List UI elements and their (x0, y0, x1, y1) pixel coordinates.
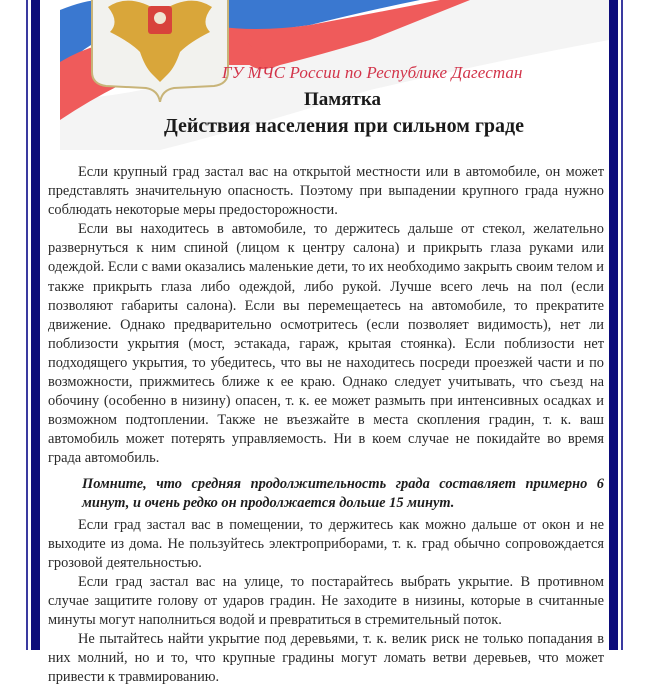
paragraph: Если вы находитесь в автомобиле, то держитесь дальше от стекол, желательно развернуться к ним спиной (лицом к центру салона) и прикрыть глаза руками или одеждой. Если с вами оказались маленькие дети, то их необходимо закрыть своим телом и также прикрыть глаза либо одеждой, либо рукой. Лучше всего лечь на пол (если позволяют габариты салона). Если вы перемещаетесь на автомобиле, то прекратите движение. Однако предварительно осмотритесь (если позволяет видимость), нет ли поблизости укрытия (мост, эстакада, гараж, крытая стоянка). Если поблизости нет подходящего укрытия, то убедитесь, что вы не находитесь посреди проезжей части и по возможности, прижмитесь ближе к ее краю. Однако следует учитывать, что съезд на обочину (особенно в низину) опасен, т. к. ее может размыть при интенсивных осадках и возможном подтоплении. Также не въезжайте в места скопления градин, т. к. ваш автомобиль может потерять управляемость. Ни в коем случае не покидайте во время града автомобиль. (48, 221, 604, 467)
organization-name: ГУ МЧС России по Республике Дагестан (222, 63, 523, 82)
notice-paragraph: Помните, что средняя продолжительность града составляет примерно 6 минут, и очень редко он продолжается дольше 15 минут. (82, 475, 604, 511)
document-type: Памятка (304, 89, 381, 110)
document-title: Действия населения при сильном граде (163, 115, 525, 137)
coat-of-arms-icon (90, 0, 230, 102)
paragraph: Если град застал вас в помещении, то держитесь как можно дальше от окон и не выходите из дома. Не пользуйтесь электроприборами, т. к. град обычно сопровождается грозовой деятельностью. (48, 516, 604, 571)
paragraph: Не пытайтесь найти укрытие под деревьями, т. к. велик риск не только попадания в них молний, но и то, что крупные градины могут ломать ветви деревьев, что может привести к травмированию. (48, 631, 604, 686)
paragraph: Если град застал вас на улице, то постарайтесь выбрать укрытие. В противном случае защитите голову от ударов градин. Не заходите в низины, которые в считанные минуты могут наполниться водой и превратиться в стремительный поток. (48, 573, 604, 629)
paragraph: Если крупный град застал вас на открытой местности или в автомобиле, он может представлять значительную опасность. Поэтому при выпадении крупного града нужно соблюдать некоторые меры предосторожности. (48, 164, 604, 219)
document-body (48, 163, 604, 688)
